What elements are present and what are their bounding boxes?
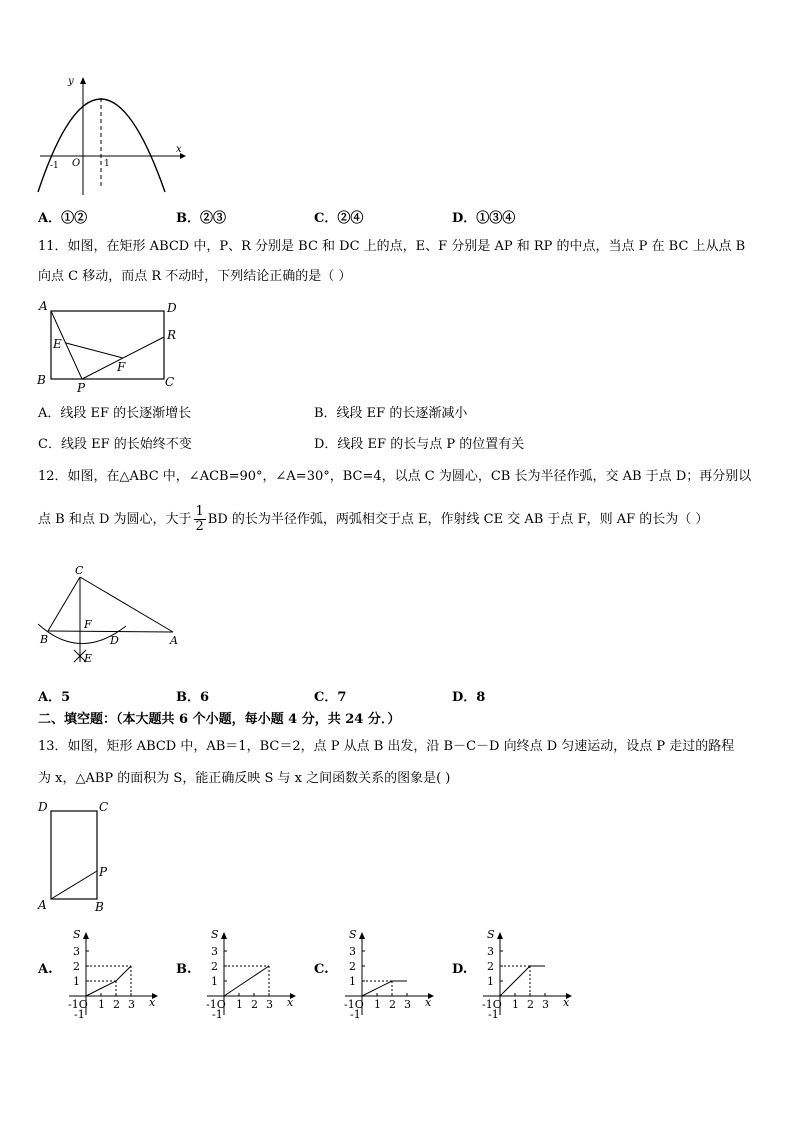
q12-triangle-figure (30, 562, 190, 672)
q12-label-d: D (110, 634, 119, 647)
q11-label-d: D (167, 301, 177, 315)
y-axis-arrow (221, 932, 227, 939)
q11-label-a: A (39, 299, 48, 313)
y-tick-label: 1 (487, 975, 494, 988)
q10-one-label: 1 (104, 159, 110, 169)
x-tick-label: 1 (512, 998, 519, 1011)
q13-option-b-letter[interactable]: B. (176, 962, 192, 977)
y-axis-arrow (359, 932, 365, 939)
x-tick-label: 2 (113, 998, 120, 1011)
q11-label-r: R (167, 328, 177, 342)
q10-x-label: x (176, 144, 182, 155)
s-axis-label: S (487, 928, 495, 941)
y-tick-label: 2 (211, 960, 218, 973)
q13-option-d-letter[interactable]: D. (452, 962, 468, 977)
x-tick-label: 3 (266, 998, 273, 1011)
q13-stem-line2: 为 x，△ABP 的面积为 S，能正确反映 S 与 x 之间函数关系的图象是( ) (38, 771, 451, 786)
q12-label-a: A (170, 634, 178, 647)
y-tick-label: 1 (349, 975, 356, 988)
x-tick-label: 3 (404, 998, 411, 1011)
q13-label-b: B (95, 900, 104, 914)
y-tick-label: 1 (211, 975, 218, 988)
x-tick-label: 2 (389, 998, 396, 1011)
function-curve (362, 981, 407, 996)
q10-option-b[interactable]: B．②③ (176, 211, 226, 226)
y-tick-label: 3 (349, 945, 356, 958)
q10-option-c[interactable]: C．②④ (314, 211, 364, 226)
q12-fraction-denominator: 2 (195, 519, 204, 534)
q12-option-c[interactable]: C．7 (314, 690, 347, 705)
y-tick-label: 3 (73, 945, 80, 958)
q13-option-a-letter[interactable]: A. (38, 962, 53, 977)
origin-label: -1O (344, 998, 364, 1011)
q12-label-e: E (84, 652, 93, 665)
q11-stem-line1: 11．如图，在矩形 ABCD 中，P、R 分别是 BC 和 DC 上的点，E、F 分别是 AP 和 RP 的中点，当点 P 在 BC 上从点 B (38, 239, 746, 254)
neg1-label: -1 (350, 1008, 361, 1020)
q12-stem-line2-pre: 点 B 和点 D 为圆心，大于 (38, 512, 192, 527)
x-tick-label: 2 (251, 998, 258, 1011)
q12-option-b[interactable]: B．6 (176, 690, 210, 705)
x-tick-label: 3 (128, 998, 135, 1011)
q12-option-a[interactable]: A．5 (38, 690, 71, 705)
x-axis-label: x (425, 996, 432, 1009)
s-axis-label: S (73, 928, 81, 941)
x-tick-label: 1 (374, 998, 381, 1011)
y-tick-label: 2 (487, 960, 494, 973)
q11-option-a[interactable]: A．线段 EF 的长逐渐增长 (38, 406, 192, 421)
q11-label-p: P (77, 381, 86, 394)
q13-label-p: P (99, 865, 108, 879)
q10-origin-label: O (72, 158, 81, 169)
q12-fraction-numerator: 1 (195, 504, 204, 519)
neg1-label: -1 (212, 1008, 223, 1020)
q12-label-b: B (40, 633, 49, 646)
x-tick-label: 3 (542, 998, 549, 1011)
q11-option-d[interactable]: D．线段 EF 的长与点 P 的位置有关 (314, 437, 525, 452)
q10-y-label: y (68, 76, 74, 87)
y-tick-label: 2 (349, 960, 356, 973)
q13-stem-line1: 13．如图，矩形 ABCD 中，AB＝1，BC＝2，点 P 从点 B 出发，沿 B－C－D 向终点 D 匀速运动，设点 P 走过的路程 (38, 739, 735, 754)
q13-rectangle-figure (34, 796, 124, 914)
y-tick-label: 3 (487, 945, 494, 958)
origin-label: -1O (482, 998, 502, 1011)
q13-label-c: C (99, 800, 109, 814)
q12-label-f: F (84, 618, 92, 631)
x-axis-label: x (287, 996, 294, 1009)
q13-option-c-letter[interactable]: C. (314, 962, 329, 977)
s-axis-label: S (349, 928, 357, 941)
y-axis-arrow (83, 932, 89, 939)
q11-label-e: E (53, 337, 62, 351)
q12-stem-line2-post: BD 的长为半径作弧，两弧相交于点 E，作射线 CE 交 AB 于点 F，则 AF 的长为（ ） (207, 512, 709, 527)
q10-neg1-label: -1 (50, 161, 59, 171)
function-curve (500, 966, 545, 996)
q11-label-b: B (37, 373, 46, 387)
x-axis-label: x (149, 996, 156, 1009)
y-tick-label: 3 (211, 945, 218, 958)
y-tick-label: 2 (73, 960, 80, 973)
q12-stem-line2 (38, 505, 708, 534)
neg1-label: -1 (488, 1008, 499, 1020)
function-curve (86, 966, 131, 996)
q13-label-d: D (38, 800, 48, 814)
q13-option-a-graph[interactable] (58, 918, 158, 1020)
q12-option-d[interactable]: D．8 (452, 690, 486, 705)
q10-option-d[interactable]: D．①③④ (452, 211, 516, 226)
q11-option-c[interactable]: C．线段 EF 的长始终不变 (38, 437, 192, 452)
origin-label: -1O (68, 998, 88, 1011)
q12-fraction (194, 505, 206, 534)
q13-option-d-graph[interactable] (472, 918, 572, 1020)
q11-option-b[interactable]: B．线段 EF 的长逐渐减小 (314, 406, 468, 421)
function-curve (224, 966, 269, 996)
y-tick-label: 1 (73, 975, 80, 988)
q10-option-a[interactable]: A．①② (38, 211, 88, 226)
x-tick-label: 1 (98, 998, 105, 1011)
q13-option-c-graph[interactable] (334, 918, 434, 1020)
q11-rectangle-figure (34, 296, 184, 394)
q11-stem-line2: 向点 C 移动，而点 R 不动时，下列结论正确的是（ ） (38, 269, 352, 284)
x-axis-label: x (563, 996, 570, 1009)
x-tick-label: 2 (527, 998, 534, 1011)
y-axis-arrow (497, 932, 503, 939)
neg1-label: -1 (74, 1008, 85, 1020)
x-tick-label: 1 (236, 998, 243, 1011)
q11-label-c: C (165, 375, 175, 389)
q13-label-a: A (38, 898, 47, 912)
q11-label-f: F (117, 360, 126, 374)
q13-option-b-graph[interactable] (196, 918, 296, 1020)
origin-label: -1O (206, 998, 226, 1011)
q12-stem-line1: 12．如图，在△ABC 中，∠ACB=90°，∠A=30°，BC=4，以点 C 为圆心，CB 长为半径作弧，交 AB 于点 D；再分别以 (38, 469, 752, 484)
s-axis-label: S (211, 928, 219, 941)
q12-label-c: C (75, 564, 84, 577)
section-heading: 二、填空题：（本大题共 6 个小题，每小题 4 分，共 24 分．） (38, 712, 401, 727)
q10-parabola-graph (30, 70, 200, 200)
